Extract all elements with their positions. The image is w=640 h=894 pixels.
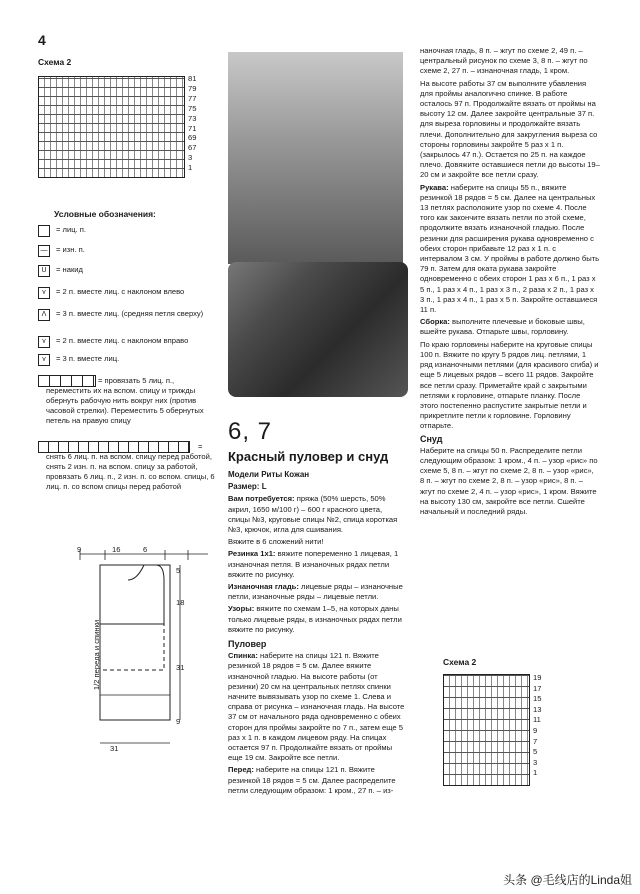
model-photo xyxy=(228,52,403,264)
center-text: Модели Риты Кожан Размер: L Вам потребуется: пряжа (50% шерсть, 50% акрил, 1650 м/100 г) – 600 г красного цвета, спицы №3, круговые спицы №2, спица короткая №3, крючок, игла для сшивания. Вяжите в 6 сложений нити! Резинка 1х1: вяжите попеременно 1 лицевая, 1 изнаночная петля. В изнаночных рядах петли вяжите по рисунку. Изнаночная гладь: лицевые ряды – изнаночные петли, изнаночные ряды – лицевые петли. Узоры: вяжите по схемам 1–5, на которых даны только лицевые ряды, в изнаночных рядах петли вяжите по рисунку. Пуловер Спинка: наберите на спицы 121 п. Вяжите резинкой 18 рядов = 5 см. Далее вяжите изнаночной гладью. На высоте работы (от резинки) 20 см на центральных петлях спинки начните вывязывать узор по схеме 1. Слева и справа от рисунка – изнаночная гладь. На высоте 37 см от начального ряда одновременно с обеих сторон для проймы закройте по 7 п., затем еще 5 раз х 1 п. в каждом лицевом ряду. На спицах остается 97 п. Продолжайте вязать от проймы еще 19 см. Закройте все петли. Перед: наберите на спицы 121 п. Вяжите резинкой 18 рядов = 5 см. Далее распределите петли следующим образом: 1 кром., 27 п. – из- xyxy=(228,470,405,795)
dim-top-6: 6 xyxy=(143,545,148,554)
legend-item: ⋎ = 3 п. вместе лиц. xyxy=(38,354,119,366)
size: Размер: L xyxy=(228,482,267,492)
legend-item: U = накид xyxy=(38,265,83,277)
project-title: Красный пуловер и снуд xyxy=(228,449,389,464)
dim-top-16: 16 xyxy=(112,545,121,554)
dim-right-31: 31 xyxy=(176,663,185,672)
legend-item: = лиц. п. xyxy=(38,225,86,237)
cable-long-text: = снять 6 лиц. п. на вспом. спицу перед работой, снять 2 изн. п. на вспом. спицу за работой, провязать 6 лиц. п., 2 изн. п. со вспом. спицы, 6 лиц. п. со вспом спицы перед работой xyxy=(46,442,215,491)
designer: Модели Риты Кожан xyxy=(228,470,310,479)
schema-row-numbers-left: 81 79 77 75 73 71 69 67 3 1 xyxy=(188,74,197,173)
schema-2-grid-left xyxy=(38,76,185,178)
cable5-text: = провязать 5 лиц. п., переместить их на вспом. спицу и трижды обернуть рабочую нить вокруг них (против часовой стрелки). Переместить 5 обернутых петель на правую спицу xyxy=(46,376,204,425)
dim-bottom-31: 31 xyxy=(110,744,119,753)
legend-item: — = изн. п. xyxy=(38,245,85,257)
project-number: 6, 7 xyxy=(228,418,273,445)
legend-item: Λ = 3 п. вместе лиц. (средняя петля сверху) xyxy=(38,309,208,321)
legend-item: ⋎ = 2 п. вместе лиц. с наклоном влево xyxy=(38,287,184,299)
legend-title: Условные обозначения: xyxy=(54,209,156,219)
right-text: наночная гладь, 8 п. – жгут по схеме 2, 49 п. – центральный рисунок по схеме 3, 8 п. – жгут по схеме 2, 27 п. – изнаночная гладь, 1 кром. На высоте работы 37 см выполните убавления для проймы аналогично спинке. В работе осталось 97 п. Продолжайте вязать от проймы на высоту 12 см. Далее закройте центральные 37 п. для выреза горловины и продолжайте вязать плечи. Дополнительно для закругления выреза со стороны горловины закройте 5 раз х 1 п. (закрылось 47 п.). Остается по 25 п. на каждое плечо. Довяжите оставшиеся петли до высоты 19–20 см и закройте все петли сразу. Рукава: наберите на спицы 55 п., вяжите резинкой 18 рядов = 5 см. Далее на центральных 13 петлях расположите узор по схеме 4. После того как закончите вязать петли по этой схеме, продолжите вязать изнаночной гладью. После резинки для расширения рукава одновременно с обеих сторон прибавьте 12 раз х 1 п. с интервалом 3 см. У проймы в работе должно быть 79 п. Затем для оката рукава закройте одновременно с обеих сторон 1 раз х 6 п., 1 раз х 5 п., 1 раз х 4 п., 1 раз х 3 п., 2 раза х 2 п., 1 раз х 3 п., 1 раз х 4 п., 1 раз х 5 п. Закройте оставшиеся 11 п. Сборка: выполните плечевые и боковые швы, вшейте рукава. Отпарьте швы, горловину. По краю горловины наберите на круговые спицы 100 п. Вяжите по кругу 5 рядов лиц. петлями, 1 ряд изнаночными петлями (для красивого сгиба) и еще 5 лицевых рядов – всего 11 рядов. Закройте все петли сразу. Приметайте край с закрытыми петлями к горловине, отпарьте планку. После этого постепенно распустите закрытые петли и прикретлите петли к горловине. Горловину отпарьте. Снуд Наберите на спицы 50 п. Распределите петли следующим образом: 1 кром., 4 п. – узор «рис» по схеме 5, 8 п. – жгут по схеме 2, 8 п. – узор «рис», 8 п. – жгут по схеме 2, 8 п. – узор «рис», 8 п. – жгут по схеме 2, 4 п. – узор «рис», 1 кром. Вяжите на высоту 130 см, закройте все петли. Сшейте начальный и последний ряды. xyxy=(420,46,600,516)
pattern-label: 1/2 переда и спинки xyxy=(92,619,102,691)
dim-right-5: 5 xyxy=(176,566,181,575)
watermark: 头条 @毛线店的Linda姐 xyxy=(503,873,632,887)
dim-right-18: 18 xyxy=(176,598,185,607)
sweater-pattern-diagram xyxy=(60,540,210,755)
schema-title-right: Схема 2 xyxy=(443,657,477,667)
schema-2-grid-right xyxy=(443,674,530,786)
snood-photo xyxy=(228,262,408,397)
dim-right-9: 9 xyxy=(176,717,181,726)
schema-row-numbers-right: 19 17 15 13 11 9 7 5 3 1 xyxy=(533,673,542,778)
dim-top-9: 9 xyxy=(77,545,82,554)
schema-title-left: Схема 2 xyxy=(38,57,72,67)
legend-item: ⋎ = 2 п. вместе лиц. с наклоном вправо xyxy=(38,336,188,348)
page-number: 4 xyxy=(38,32,46,48)
